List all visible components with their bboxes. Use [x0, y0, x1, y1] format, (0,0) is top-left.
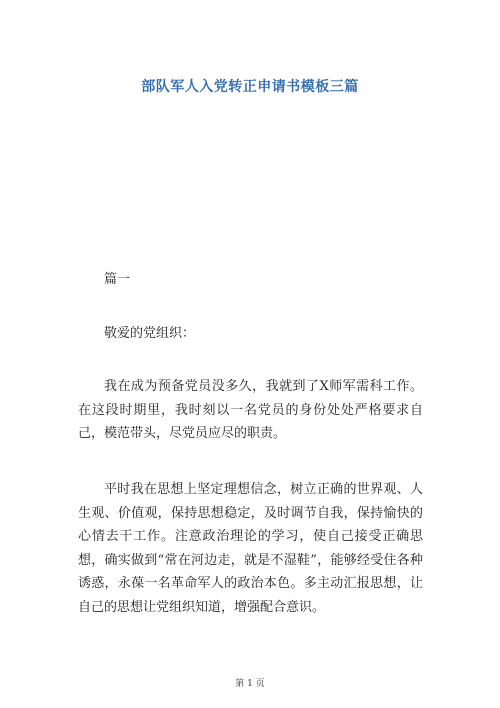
page-number-footer: 第 1 页	[235, 679, 265, 689]
salutation: 敬爱的党组织：	[104, 326, 196, 341]
paragraph-1: 我在成为预备党员没多久，我就到了X师军需科工作。在这段时期里，我时刻以一名党员的身份处处严格要求自己，模范带头，尽党员应尽的职责。	[78, 379, 423, 441]
document-title: 部队军人入党转正申请书模板三篇	[141, 79, 359, 95]
paragraph-2: 平时我在思想上坚定理想信念，树立正确的世界观、人生观、价值观，保持思想稳定，及时调节自我，保持愉快的心情去干工作。注意政治理论的学习，使自己接受正确思想，确实做到“常在河边走，就是不湿鞋”，能够经受住各种诱惑，永葆一名革命军人的政治本色。多主动汇报思想，让自己的思想让党组织知道，增强配合意识。	[78, 482, 423, 615]
section-heading: 篇一	[104, 272, 131, 287]
